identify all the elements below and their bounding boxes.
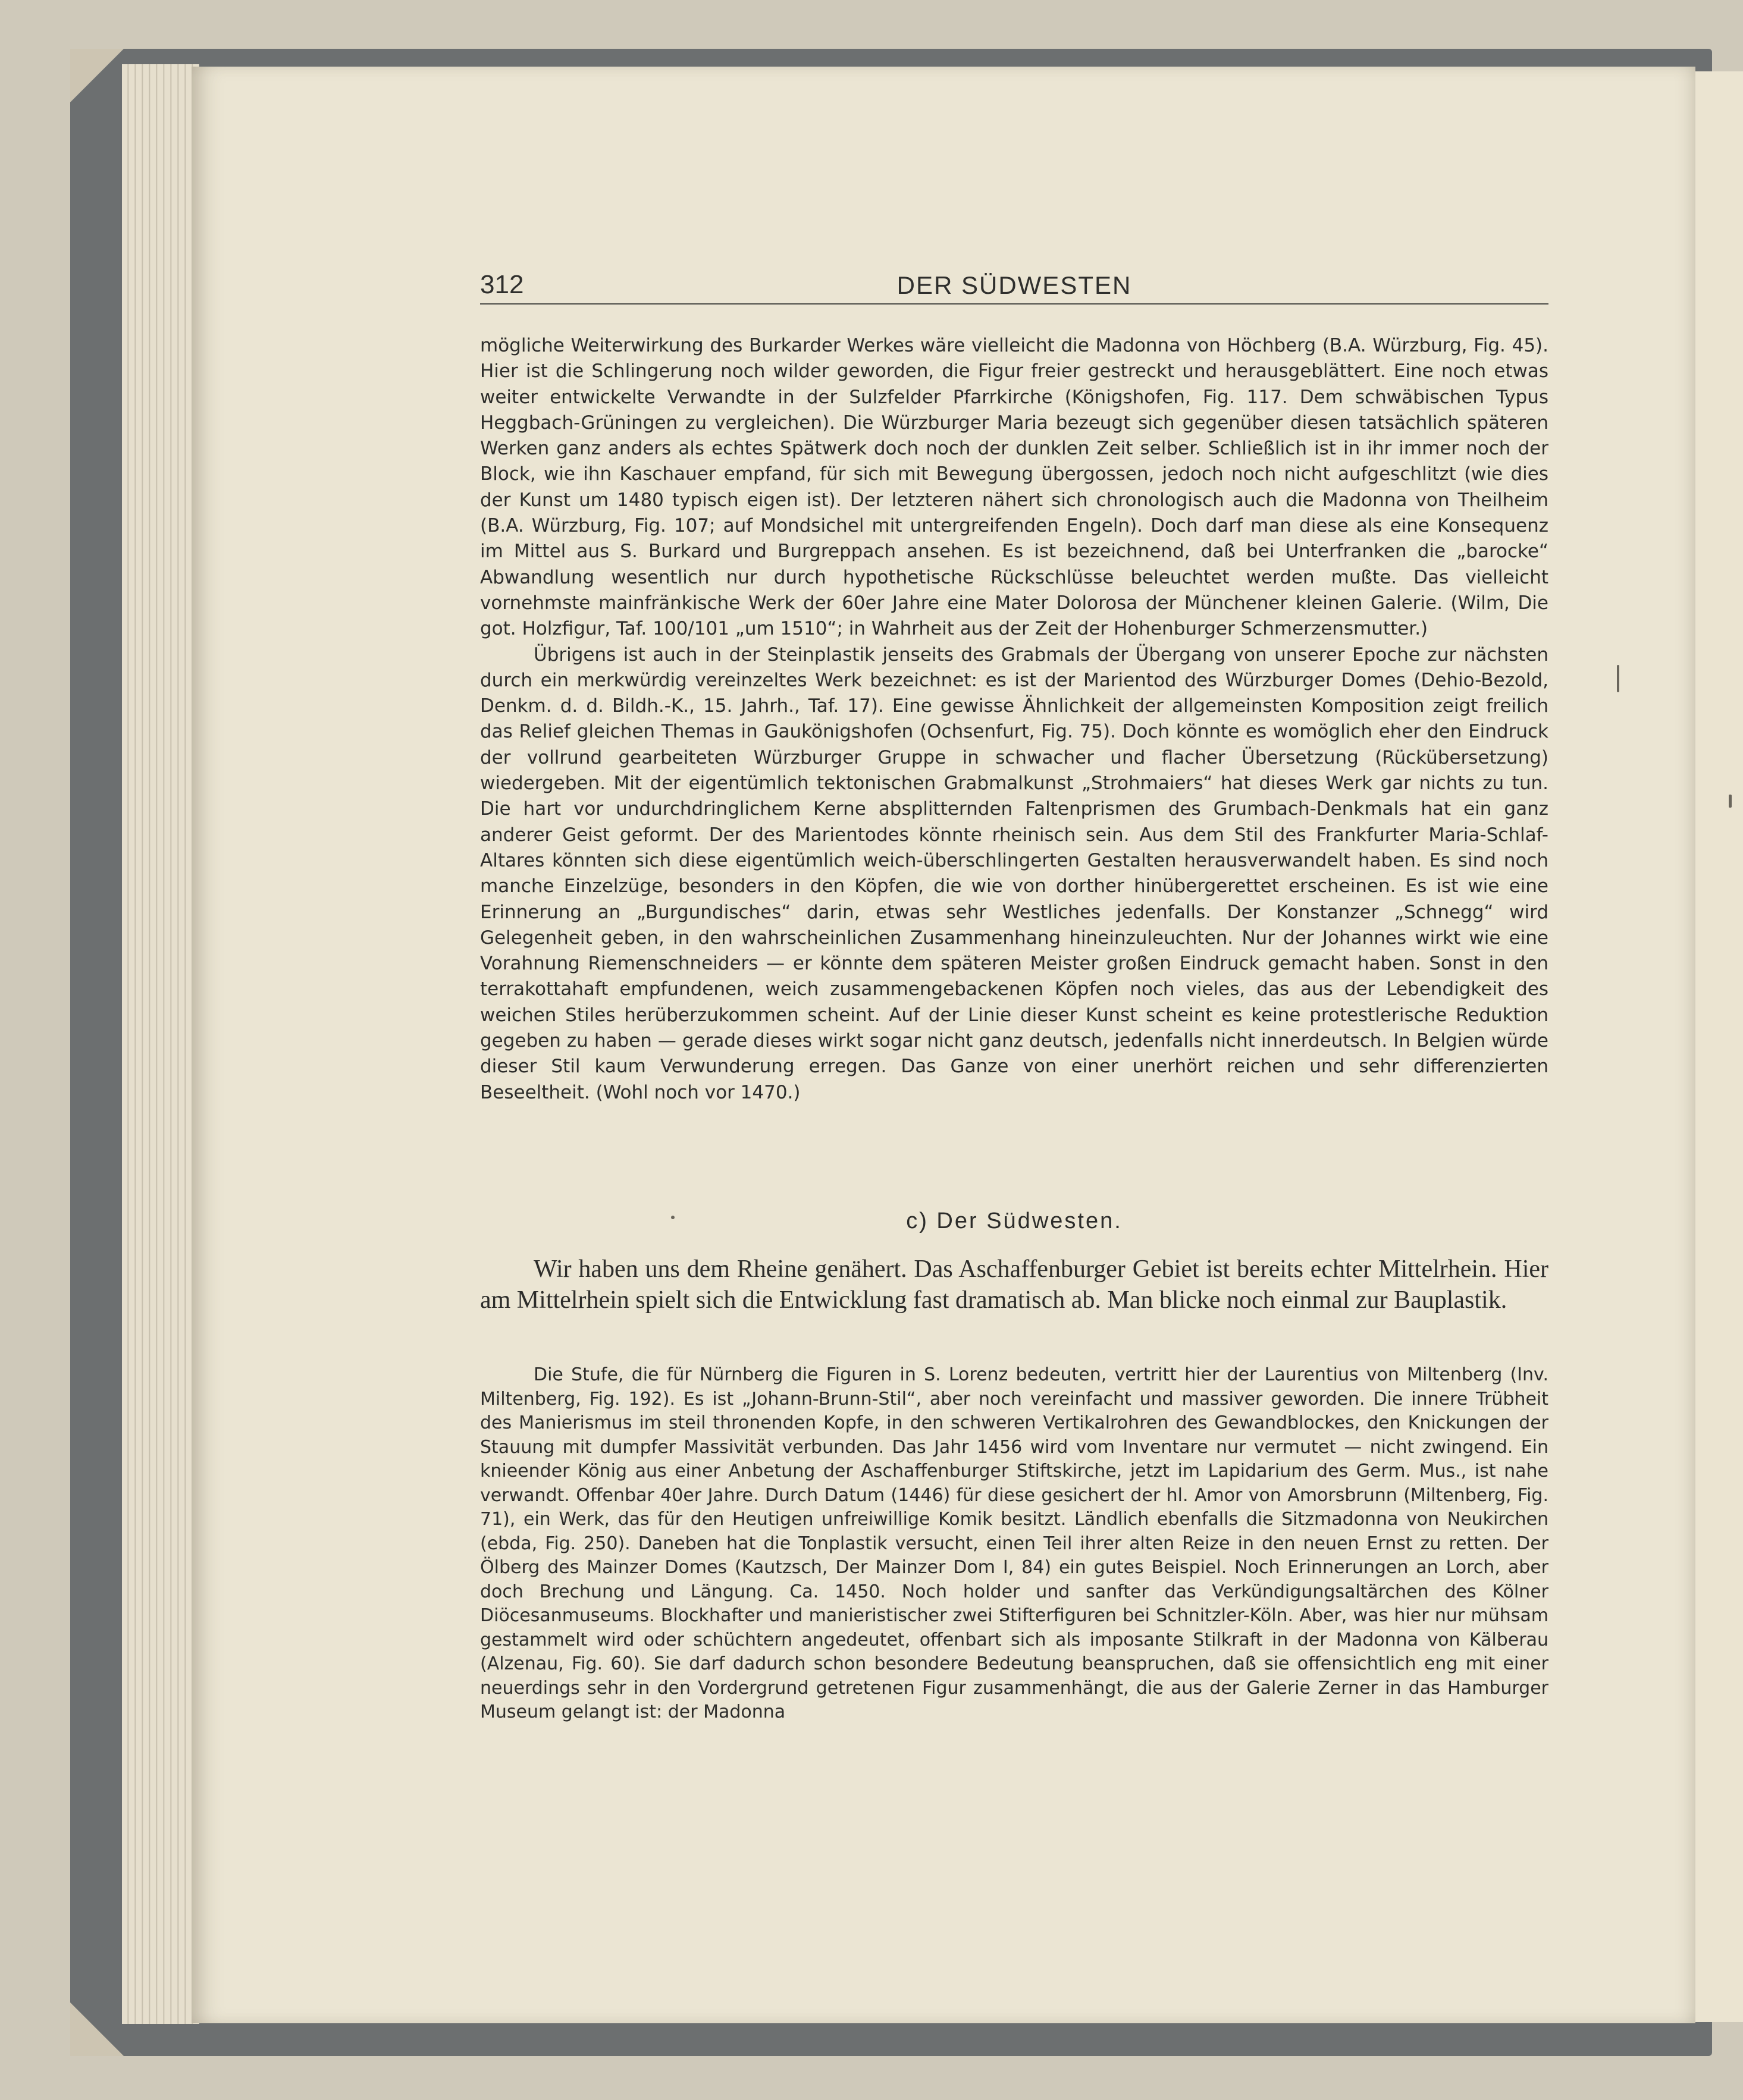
- body-text-top: [480, 333, 1548, 1106]
- page-number: 312: [480, 270, 524, 299]
- paragraph: mögliche Weiterwirkung des Burkarder Werkes wäre vielleicht die Madonna von Höchberg (B.A. Würzburg, Fig. 45). Hier ist die Schlingerung noch wilder geworden, die Figur freier gestreckt und herausgeblättert. Eine noch etwas weiter entwickelte Verwandte in der Sulzfelder Pfarrkirche (Königshofen, Fig. 117. Dem schwäbischen Typus Heggbach-Grüningen zu vergleichen). Die Würzburger Maria bezeugt sich gegenüber diesen tatsächlich späteren Werken ganz anders als echtes Spätwerk doch noch der dunklen Zeit selber. Schließlich ist in ihr immer noch der Block, wie ihn Kaschauer empfand, für sich mit Bewegung übergossen, jedoch noch nicht aufgeschlitzt (wie dies der Kunst um 1480 typisch eigen ist). Der letzteren nähert sich chronologisch auch die Madonna von Theilheim (B.A. Würzburg, Fig. 107; auf Mondsichel mit untergreifenden Engeln). Doch darf man diese als eine Konsequenz im Mittel aus S. Burkard und Burgreppach ansehen. Es ist bezeichnend, daß bei Unterfranken die „barocke“ Abwandlung wesentlich nur durch hypothetische Rückschlüsse beleuchtet werden mußte. Das vielleicht vornehmste mainfränkische Werk der 60er Jahre eine Mater Dolorosa der Münchener kleinen Galerie. (Wilm, Die got. Holzfigur, Taf. 100/101 „um 1510“; in Wahrheit aus der Zeit der Hohenburger Schmerzensmutter.): [480, 335, 1548, 640]
- section-lead-paragraph: [480, 1254, 1548, 1316]
- page-mark: [1617, 665, 1619, 692]
- page-header: [480, 269, 1548, 305]
- paragraph: Die Stufe, die für Nürnberg die Figuren in S. Lorenz bedeuten, vertritt hier der Laurentius von Miltenberg (Inv. Miltenberg, Fig. 192). Es ist „Johann-Brunn-Stil“, aber noch vereinfacht und massiver geworden. Die innere Trübheit des Manierismus im steil thronenden Kopfe, in den schweren Vertikalrohren des Gewandblockes, den Knickungen der Stauung mit dumpfer Massivität verbunden. Das Jahr 1456 wird vom Inventare nur vermutet — nicht zwingend. Ein knieender König aus einer Anbetung der Aschaffenburger Stiftskirche, jetzt im Lapidarium des Germ. Mus., ist nahe verwandt. Offenbar 40er Jahre. Durch Datum (1446) für diese gesichert der hl. Amor von Amorsbrunn (Miltenberg, Fig. 71), ein Werk, das für den Heutigen unfreiwillige Komik besitzt. Ländlich ebenfalls die Sitzmadonna von Neukirchen (ebda, Fig. 250). Daneben hat die Tonplastik versucht, einen Teil ihrer alten Reize in den neuen Ernst zu retten. Der Ölberg des Mainzer Domes (Kautzsch, Der Mainzer Dom I, 84) ein gutes Beispiel. Noch Erinnerungen an Lorch, aber doch Brechung und Längung. Ca. 1450. Noch holder und sanfter das Verkündigungsaltärchen des Kölner Diöcesanmuseums. Blockhafter und manieristischer zwei Stifterfiguren bei Schnitzler-Köln. Aber, was hier nur mühsam gestammelt wird oder schüchtern angedeutet, offenbart sich als imposante Stilkraft in der Madonna von Kälberau (Alzenau, Fig. 60). Sie darf dadurch schon besondere Bedeutung beanspruchen, daß sie offensichtlich eng mit einer neuerdings sehr in den Vordergrund getretenen Figur zusammenhängt, die aus der Galerie Zerner in das Hamburger Museum gelangt ist: der Madonna: [480, 1364, 1548, 1722]
- paragraph: Übrigens ist auch in der Steinplastik jenseits des Grabmals der Übergang von unserer Epoche zur nächsten durch ein merkwürdig vereinzeltes Werk bezeichnet: es ist der Marientod des Würzburger Domes (Dehio-Bezold, Denkm. d. d. Bildh.-K., 15. Jahrh., Taf. 17). Eine gewisse Ähnlichkeit der allgemeinsten Komposition zeigt freilich das Relief gleichen Themas in Gaukönigshofen (Ochsenfurt, Fig. 75). Doch könnte es womöglich eher den Eindruck der vollrund gearbeiteten Würzburger Gruppe in schwacher und flacher Übersetzung (Rückübersetzung) wiedergeben. Mit der eigentümlich tektonischen Grabmalkunst „Strohmaiers“ hat dieses Werk gar nichts zu tun. Die hart vor undurchdringlichem Kerne absplitternden Faltenprismen des Grumbach-Denkmals hat ein ganz anderer Geist geformt. Der des Marientodes könnte rheinisch sein. Aus dem Stil des Frankfurter Maria-Schlaf-Altares könnten sich diese eigentümlich weich-überschlingerten Gestalten herausverwandelt haben. Es sind noch manche Einzelzüge, besonders in den Köpfen, die wie von dorther hinübergerettet erscheinen. Es ist wie eine Erinnerung an „Burgundisches“ darin, etwas sehr Westliches jedenfalls. Der Konstanzer „Schnegg“ wird Gelegenheit geben, in den wahrscheinlichen Zusammenhang hineinzuleuchten. Nur der Johannes wirkt wie eine Vorahnung Riemenschneiders — er könnte dem späteren Meister großen Eindruck gemacht haben. Sonst in den terrakottahaft empfundenen, weich zusammengebackenen Köpfen noch vieles, das aus der Lebendigkeit des weichen Stiles herüberzukommen scheint. Auf der Linie dieser Kunst scheint es keine protestlerische Reduktion gegeben zu haben — gerade dieses wirkt sogar nicht ganz deutsch, jedenfalls nicht innerdeutsch. In Belgien würde dieser Stil kaum Verwunderung erregen. Das Ganze von einer unerhört reichen und sehr differenzierten Beseeltheit. (Wohl noch vor 1470.): [480, 644, 1548, 1103]
- page-mark: [1729, 795, 1732, 808]
- facing-page-edge: [1688, 71, 1743, 2022]
- running-title: DER SÜDWESTEN: [896, 271, 1132, 299]
- section-heading: c) Der Südwesten.: [906, 1208, 1123, 1233]
- body-text-bottom: [480, 1363, 1548, 1725]
- page-edges: [122, 64, 199, 2024]
- paragraph: Wir haben uns dem Rheine genähert. Das Aschaffenburger Gebiet ist bereits echter Mittelrhein. Hier am Mittelrhein spielt sich die Entwicklung fast dramatisch ab. Man blicke noch einmal zur Bauplastik.: [480, 1255, 1548, 1314]
